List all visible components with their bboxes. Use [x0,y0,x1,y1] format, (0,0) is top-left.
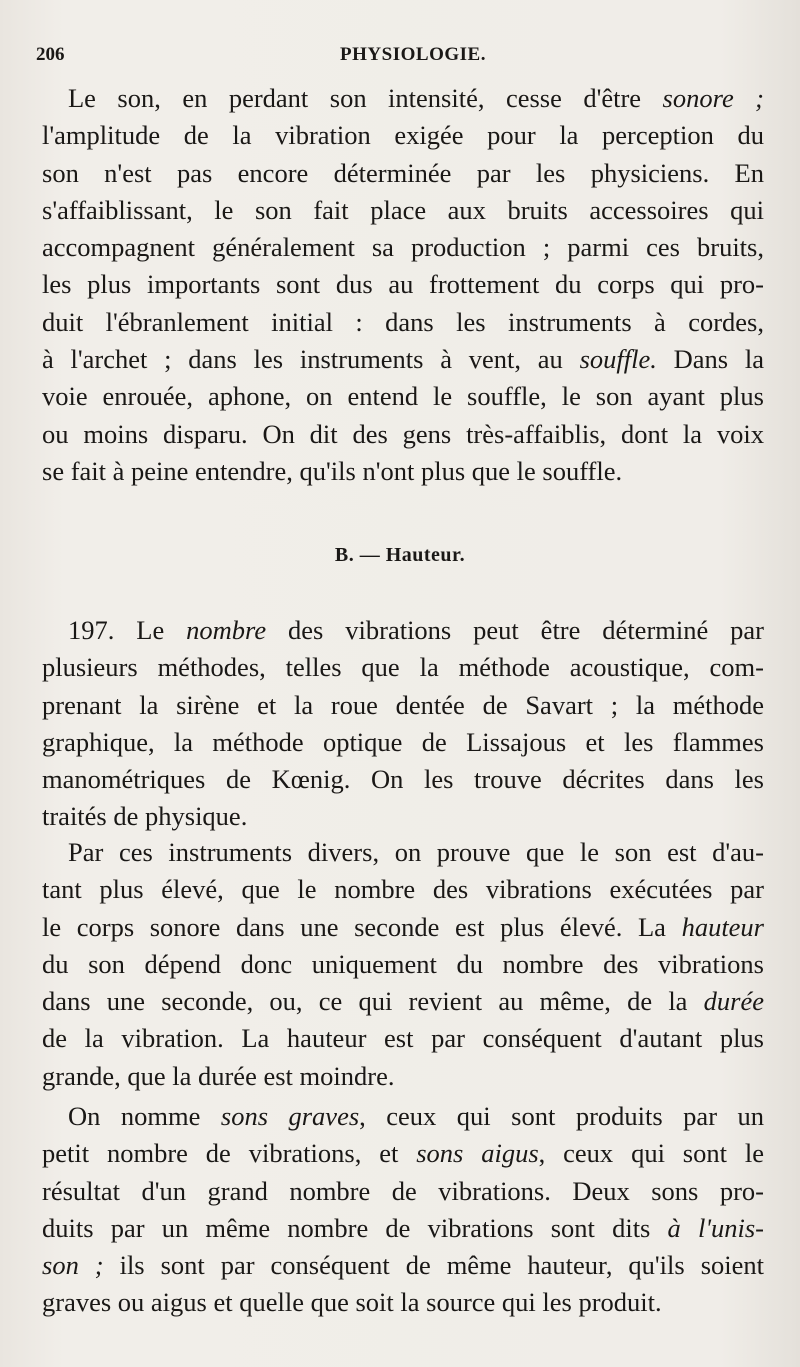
italic-term: durée [703,986,764,1017]
text-line: plusieurs méthodes, telles que la méthode acoustique, com- [42,652,764,683]
text-line: 197. Le nombre des vibrations peut être déterminé par [68,615,764,645]
running-title: PHYSIOLOGIE. [340,44,486,65]
italic-term: souffle. [579,344,657,375]
text-line: On nomme sons graves, ceux qui sont produits par un [68,1101,765,1131]
text-line: résultat d'un grand nombre de vibrations. Deux sons pro- [42,1175,764,1206]
text-line: l'amplitude de la vibration exigée pour la perception du [42,120,764,151]
text-line: prenant la sirène et la roue dentée de Savart ; la méthode [42,689,764,720]
text-line: dans une seconde, ou, ce qui revient au même, de la durée [42,986,764,1017]
page-number: 206 [36,44,65,65]
italic-term: hauteur [681,911,764,942]
text-line: manométriques de Kœnig. On les trouve décrites dans les [42,764,764,795]
text-line: ou moins disparu. On dit des gens très-affaiblis, dont la voix [42,418,764,449]
text-line: le corps sonore dans une seconde est plus élevé. La hauteur [42,911,764,942]
text-line: duit l'ébranlement initial : dans les instruments à cordes, [42,306,764,337]
paragraph-197 [42,612,764,836]
text-line: duits par un même nombre de vibrations sont dits à l'unis- [42,1212,764,1243]
italic-term: sons graves [220,1101,360,1131]
italic-term: sons aigus [416,1138,539,1169]
text-line: à l'archet ; dans les instruments à vent, au souffle. Dans la [42,344,764,375]
paragraph-hauteur [42,834,764,1095]
text-line: tant plus élevé, que le nombre des vibrations exécutées par [42,874,764,905]
text-line: de la vibration. La hauteur est par conséquent d'autant plus [42,1023,764,1054]
section-heading: B. — Hauteur. [334,544,466,566]
paragraph-sons-graves [42,1098,764,1322]
text-line: du son dépend donc uniquement du nombre des vibrations [42,948,764,979]
paragraph-intensity [42,80,764,490]
text-line: Le son, en perdant son intensité, cesse d'être sonore ; [68,83,765,113]
italic-term: nombre [186,615,267,645]
text-line: graphique, la méthode optique de Lissajous et les flammes [42,726,764,757]
italic-term: son ; [42,1250,104,1281]
text-line: s'affaiblissant, le son fait place aux bruits accessoires qui [42,194,764,225]
text-line: Par ces instruments divers, on prouve que le son est d'au- [68,837,764,867]
text-line: voie enrouée, aphone, on entend le souffle, le son ayant plus [42,381,764,412]
text-line: graves ou aigus et quelle que soit la source qui les produit. [42,1287,662,1318]
text-line: petit nombre de vibrations, et sons aigus, ceux qui sont le [42,1138,764,1169]
text-line: les plus importants sont dus au frottement du corps qui pro- [42,269,764,300]
page-header [36,44,760,70]
text-line: son ; ils sont par conséquent de même hauteur, qu'ils soient [42,1250,764,1281]
text-line: se fait à peine entendre, qu'ils n'ont plus que le souffle. [42,455,623,486]
italic-term: sonore ; [662,83,765,113]
text-line: grande, que la durée est moindre. [42,1060,395,1091]
italic-term: à l'unis- [667,1212,764,1243]
text-line: accompagnent généralement sa production ; parmi ces bruits, [42,232,764,263]
text-line: son n'est pas encore déterminée par les physiciens. En [42,157,764,188]
text-line: traités de physique. [42,801,248,832]
